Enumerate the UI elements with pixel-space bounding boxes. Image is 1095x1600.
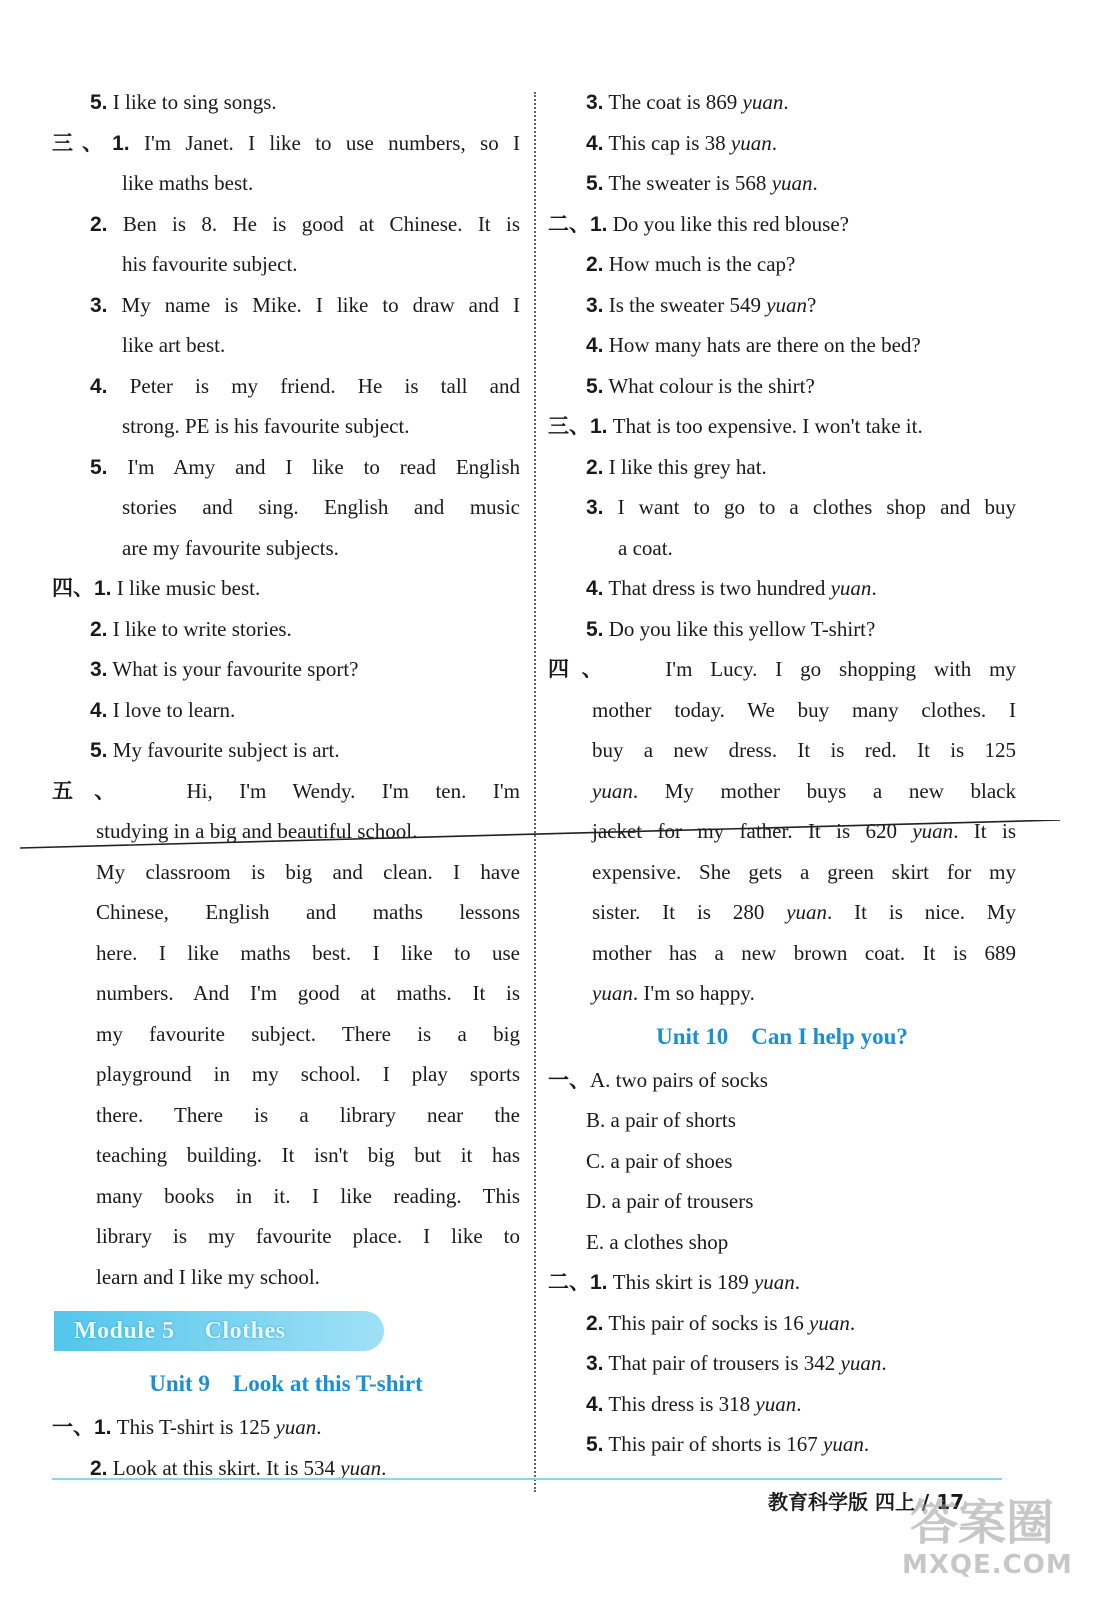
answer-line	[548, 1181, 1016, 1222]
answer-text: many books in it. I like reading. This	[96, 1183, 520, 1208]
answer-text: Is the sweater 549	[608, 292, 767, 317]
answer-text: strong. PE is his favourite subject.	[122, 414, 410, 438]
answer-line	[548, 82, 1016, 123]
currency-word: yuan	[340, 1455, 382, 1480]
item-number: 5.	[586, 172, 604, 195]
item-number: 3.	[586, 91, 604, 114]
module-number: Module 5	[74, 1318, 175, 1344]
answer-text: I'm Janet. I like to use numbers, so I	[143, 130, 520, 155]
answer-line	[52, 1216, 520, 1257]
answer-line	[52, 487, 520, 528]
answer-text: stories and sing. English and music	[122, 495, 520, 519]
answer-text: This T-shirt is 125	[116, 1415, 276, 1439]
answer-text: mother today. We buy many clothes. I	[592, 697, 1016, 722]
item-number: 1.	[590, 212, 608, 236]
module-banner	[54, 1311, 384, 1351]
answer-line	[52, 1407, 520, 1448]
answer-line	[52, 1176, 520, 1217]
answer-line	[548, 123, 1016, 164]
answer-line	[52, 933, 520, 974]
section-marker: 三、	[548, 414, 590, 438]
answer-text: C. a pair of shoes	[586, 1148, 733, 1173]
answer-line	[548, 163, 1016, 204]
item-number: 5.	[586, 1433, 604, 1456]
answer-line	[52, 1257, 520, 1298]
answer-line	[548, 1384, 1016, 1425]
answer-text-tail: ?	[807, 292, 817, 317]
answer-text-tail: . It is	[953, 819, 1016, 843]
answer-line	[548, 973, 1016, 1014]
answer-text: That dress is two hundred	[608, 576, 831, 600]
answer-text: I want to go to a clothes shop and buy	[617, 495, 1017, 519]
answer-text-tail: .	[881, 1351, 887, 1375]
answer-text: Chinese, English and maths lessons	[96, 900, 520, 924]
item-number: 5.	[90, 739, 108, 762]
answer-line	[52, 973, 520, 1014]
answer-line	[52, 325, 520, 366]
footer-page-info: 教育科学版 四上 / 17	[768, 1490, 965, 1514]
answer-text: Hi, I'm Wendy. I'm ten. I'm	[186, 778, 520, 803]
answer-text: I'm Lucy. I go shopping with my	[665, 657, 1016, 681]
item-number: 4.	[586, 334, 604, 357]
item-number: 3.	[90, 293, 108, 317]
answer-text: How many hats are there on the bed?	[608, 333, 921, 357]
answer-line	[548, 244, 1016, 285]
item-number: 1.	[590, 415, 608, 438]
section-marker: 二、	[548, 1270, 590, 1294]
answer-line	[548, 406, 1016, 447]
answer-text: I love to learn.	[112, 697, 236, 722]
answer-text: my favourite subject. There is a big	[96, 1021, 520, 1046]
answer-line	[52, 1448, 520, 1489]
answer-text: D. a pair of trousers	[586, 1189, 754, 1213]
answer-text: are my favourite subjects.	[122, 535, 339, 560]
item-number: 4.	[586, 577, 604, 600]
answer-line	[52, 730, 520, 771]
answer-text: mother has a new brown coat. It is 689	[592, 940, 1016, 965]
answer-text-tail: .	[783, 90, 789, 114]
answer-line	[548, 1141, 1016, 1182]
answer-text: This cap is 38	[608, 130, 731, 155]
right-column	[548, 82, 1016, 1465]
module-title: Clothes	[204, 1318, 286, 1344]
currency-word: yuan	[840, 1351, 882, 1375]
answer-line	[548, 609, 1016, 650]
answer-text-tail: .	[871, 576, 877, 600]
scan-crease-line	[20, 820, 1060, 856]
currency-word: yuan	[766, 292, 808, 317]
item-number: 5.	[90, 455, 108, 479]
item-number: 4.	[586, 1392, 604, 1416]
answer-text: This pair of shorts is 167	[608, 1432, 824, 1456]
item-number: 3.	[90, 658, 108, 681]
answer-line	[52, 123, 520, 164]
answer-text: I like to sing songs.	[112, 90, 277, 114]
item-number: 5.	[586, 617, 604, 641]
answer-text: expensive. She gets a green skirt for my	[592, 859, 1016, 884]
answer-line	[548, 649, 1016, 690]
answer-text: here. I like maths best. I like to use	[96, 940, 520, 965]
answer-text-tail: .	[771, 130, 777, 155]
item-number: 4.	[586, 131, 604, 155]
section-marker: 一、	[548, 1067, 590, 1092]
watermark-logo-glyph: 答案圈	[910, 1495, 1055, 1551]
answer-text: studying in a big and beautiful school.	[96, 819, 418, 843]
item-number: 3.	[586, 1352, 604, 1375]
answer-line	[548, 325, 1016, 366]
answer-text: jacket for my father. It is 620	[592, 819, 913, 843]
item-number: 2.	[90, 1456, 108, 1480]
answer-line	[52, 1054, 520, 1095]
item-number: 5.	[586, 374, 604, 398]
answer-text: teaching building. It isn't big but it has	[96, 1143, 520, 1167]
answer-text: I like this grey hat.	[608, 454, 767, 479]
answer-text: What is your favourite sport?	[112, 657, 359, 681]
answer-text: I like to write stories.	[112, 616, 292, 641]
answer-text-tail: .	[863, 1432, 870, 1456]
item-number: 1.	[94, 577, 112, 600]
answer-line	[52, 528, 520, 569]
currency-word: yuan	[742, 90, 784, 114]
currency-word: yuan	[755, 1391, 797, 1416]
item-number: 3.	[586, 496, 604, 519]
answer-line	[548, 1222, 1016, 1263]
answer-text: The sweater is 568	[608, 171, 772, 195]
currency-word: yuan	[592, 778, 633, 803]
answer-text: his favourite subject.	[122, 252, 298, 276]
answer-text: This pair of socks is 16	[608, 1310, 810, 1335]
section-marker: 一、	[52, 1415, 94, 1439]
answer-text: That pair of trousers is 342	[608, 1351, 841, 1375]
answer-line	[548, 690, 1016, 731]
answer-text: Do you like this red blouse?	[612, 211, 849, 236]
answer-line	[52, 204, 520, 245]
item-number: 2.	[586, 253, 604, 276]
answer-line	[52, 366, 520, 407]
site-watermark	[900, 1478, 1080, 1588]
answer-line	[52, 609, 520, 650]
item-number: 3.	[586, 293, 604, 317]
answer-line	[52, 852, 520, 893]
answer-line	[548, 1343, 1016, 1384]
answer-text: Peter is my friend. He is tall and	[129, 373, 520, 398]
answer-line	[548, 1424, 1016, 1465]
answer-line	[52, 163, 520, 204]
answer-line	[548, 528, 1016, 569]
answer-line	[548, 1100, 1016, 1141]
answer-text: I'm Amy and I like to read English	[127, 454, 520, 479]
watermark-text: MXQE.COM	[902, 1550, 1073, 1580]
answer-text: I like music best.	[116, 576, 261, 600]
answer-line	[52, 1014, 520, 1055]
answer-text: My classroom is big and clean. I have	[96, 859, 520, 884]
answer-line	[548, 285, 1016, 326]
item-number: 5.	[90, 91, 108, 114]
answer-text: like maths best.	[122, 171, 254, 195]
item-number: 2.	[90, 212, 108, 236]
item-number: 1.	[590, 1271, 608, 1294]
answer-text: What colour is the shirt?	[608, 373, 815, 398]
currency-word: yuan	[830, 576, 872, 600]
currency-word: yuan	[275, 1415, 317, 1439]
answer-line	[52, 892, 520, 933]
item-number: 2.	[586, 455, 604, 479]
currency-word: yuan	[823, 1432, 864, 1456]
answer-text-tail: . It is nice. My	[827, 900, 1016, 924]
answer-text-tail: .	[849, 1310, 856, 1335]
answer-text-tail: .	[812, 171, 818, 195]
answer-text: playground in my school. I play sports	[96, 1062, 520, 1086]
answer-line	[548, 366, 1016, 407]
section-marker: 五、	[52, 778, 137, 803]
left-column	[52, 82, 520, 1488]
unit-title: Unit 9 Look at this T-shirt	[149, 1371, 423, 1396]
answer-line	[548, 1262, 1016, 1303]
answer-text: How much is the cap?	[608, 252, 796, 276]
answer-text: buy a new dress. It is red. It is 125	[592, 738, 1016, 762]
answer-text: My favourite subject is art.	[112, 738, 340, 762]
answer-line	[52, 690, 520, 731]
answer-text-tail: .	[316, 1415, 322, 1439]
section-marker: 四、	[548, 657, 616, 681]
answer-line	[548, 487, 1016, 528]
footer-rule	[52, 1478, 1002, 1480]
answer-line	[52, 244, 520, 285]
item-number: 4.	[90, 698, 108, 722]
answer-text: there. There is a library near the	[96, 1102, 520, 1127]
answer-line	[52, 1135, 520, 1176]
answer-line	[548, 1303, 1016, 1344]
currency-word: yuan	[786, 900, 828, 924]
answer-text: This dress is 318	[608, 1391, 756, 1416]
answer-line	[548, 568, 1016, 609]
answer-line	[548, 447, 1016, 488]
item-number: 1.	[94, 1416, 112, 1439]
answer-line	[52, 649, 520, 690]
item-number: 2.	[586, 1311, 604, 1335]
answer-text: The coat is 869	[608, 90, 743, 114]
section-marker: 二、	[548, 211, 590, 236]
answer-line	[52, 568, 520, 609]
answer-text: numbers. And I'm good at maths. It is	[96, 981, 520, 1005]
currency-word: yuan	[912, 819, 954, 843]
answer-text: . My mother buys a new black	[632, 778, 1016, 803]
answer-text: Look at this skirt. It is 534	[112, 1455, 341, 1480]
answer-line	[548, 852, 1016, 893]
answer-text: E. a clothes shop	[586, 1229, 729, 1254]
section-marker: 三、	[52, 130, 113, 155]
unit-title: Unit 10 Can I help you?	[656, 1023, 908, 1049]
answer-text: My name is Mike. I like to draw and I	[121, 292, 521, 317]
answer-text: That is too expensive. I won't take it.	[612, 414, 923, 438]
answer-line	[548, 892, 1016, 933]
answer-line	[52, 406, 520, 447]
answer-text: . I'm so happy.	[632, 981, 755, 1005]
answer-text: a coat.	[618, 535, 673, 560]
answer-text-tail: .	[794, 1270, 801, 1294]
answer-text: This skirt is 189	[612, 1270, 754, 1294]
section-marker: 四、	[52, 576, 94, 600]
answer-line	[548, 204, 1016, 245]
answer-text: like art best.	[122, 333, 226, 357]
answer-text-tail: .	[796, 1391, 802, 1416]
answer-text: learn and I like my school.	[96, 1264, 320, 1289]
answer-line	[52, 285, 520, 326]
item-number: 2.	[90, 617, 108, 641]
currency-word: yuan	[809, 1310, 850, 1335]
currency-word: yuan	[753, 1270, 795, 1294]
answer-line	[548, 730, 1016, 771]
answer-text: Ben is 8. He is good at Chinese. It is	[122, 211, 520, 236]
answer-line	[548, 1060, 1016, 1101]
answer-text: Do you like this yellow T-shirt?	[608, 616, 876, 641]
item-number: 1.	[112, 131, 130, 155]
answer-text: A. two pairs of socks	[590, 1067, 768, 1092]
answer-text: sister. It is 280	[592, 900, 787, 924]
item-number: 4.	[90, 374, 108, 398]
answer-text: library is my favourite place. I like to	[96, 1224, 520, 1248]
answer-text-tail: .	[381, 1455, 387, 1480]
currency-word: yuan	[592, 981, 633, 1005]
answer-line	[548, 933, 1016, 974]
answer-line	[52, 447, 520, 488]
answer-text: B. a pair of shorts	[586, 1108, 736, 1132]
answer-line	[548, 771, 1016, 812]
answer-line	[52, 771, 520, 812]
currency-word: yuan	[771, 171, 813, 195]
answer-line	[52, 82, 520, 123]
answer-line	[52, 1095, 520, 1136]
currency-word: yuan	[730, 130, 772, 155]
column-divider	[534, 92, 536, 1492]
